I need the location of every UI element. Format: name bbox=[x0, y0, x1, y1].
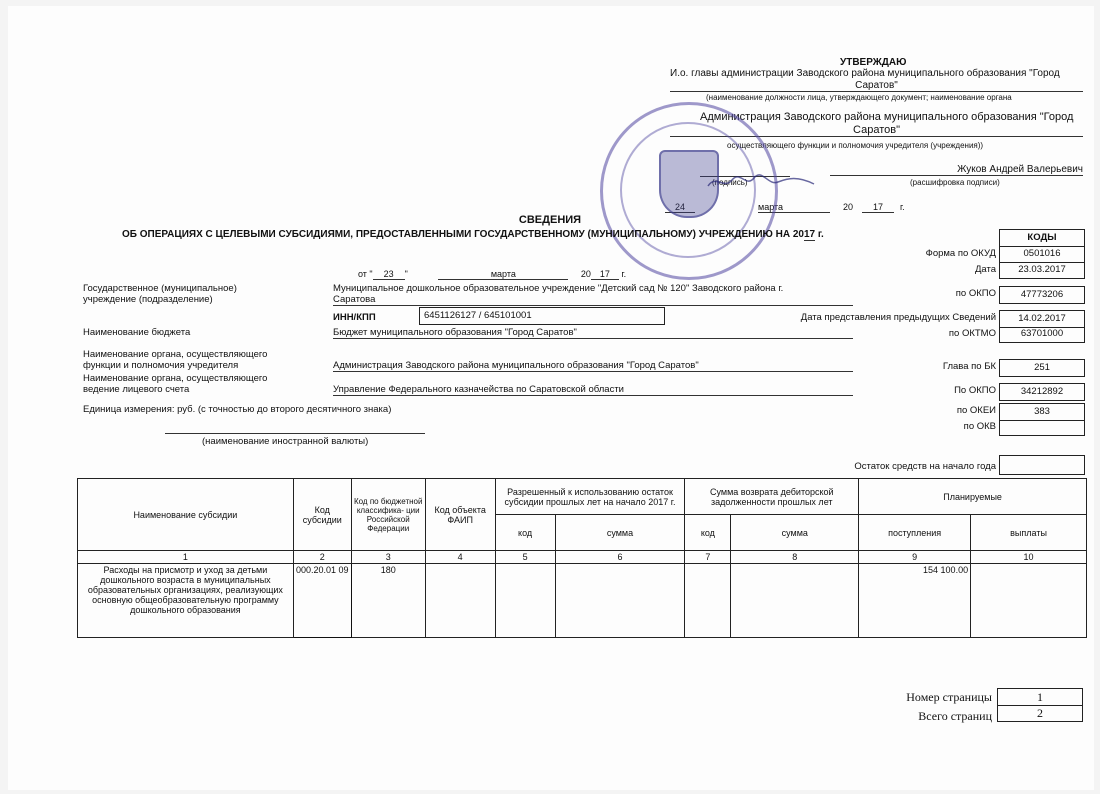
approve-title: УТВЕРЖДАЮ bbox=[840, 57, 907, 68]
cell-return-sum bbox=[731, 564, 859, 638]
balance-value bbox=[999, 455, 1085, 475]
inst-value-line1: Муниципальное дошкольное образовательное учреждение "Детский сад № 120" Заводского района г. bbox=[333, 283, 784, 294]
unit-label: Единица измерения: руб. (с точностью до второго десятичного знака) bbox=[83, 404, 392, 415]
inn-value: 6451126127 / 645101001 bbox=[419, 307, 665, 325]
account-label-line2: ведение лицевого счета bbox=[83, 384, 190, 395]
approve-position-caption: (наименование должности лица, утверждающего документ; наименование органа bbox=[706, 93, 1012, 102]
doc-date: от " 23 " марта 20 17 г. bbox=[358, 269, 627, 279]
column-number-6: 6 bbox=[555, 551, 685, 564]
code-label-4: по ОКТМО bbox=[948, 328, 996, 339]
header-bk-code: Код по бюджетной классифика- ции Российской Федерации bbox=[351, 479, 425, 551]
budget-label: Наименование бюджета bbox=[83, 327, 191, 338]
cell-subsidy-code: 000.20.01 09 bbox=[293, 564, 351, 638]
column-number-1: 1 bbox=[78, 551, 294, 564]
subsidies-table bbox=[77, 478, 1087, 638]
header-allowed-sum: сумма bbox=[555, 515, 685, 551]
approve-position-line1: И.о. главы администрации Заводского района муниципального образования "Город bbox=[670, 68, 1060, 79]
approve-org-caption: осуществляющего функции и полномочия учредителя (учреждения)) bbox=[727, 141, 984, 150]
inst-label-line2: учреждение (подразделение) bbox=[83, 294, 213, 305]
code-value-6: 34212892 bbox=[999, 383, 1085, 401]
inst-label-line1: Государственное (муниципальное) bbox=[83, 283, 237, 294]
approve-date-year: 17 bbox=[862, 202, 894, 213]
approve-date-year-prefix: 20 bbox=[843, 202, 854, 212]
cell-allowed-code bbox=[495, 564, 555, 638]
code-label-6: По ОКПО bbox=[954, 385, 996, 396]
header-subsidy-name: Наименование субсидии bbox=[78, 479, 294, 551]
code-label-5: Глава по БК bbox=[942, 361, 996, 372]
column-number-10: 10 bbox=[971, 551, 1087, 564]
code-label-7: по ОКЕИ bbox=[956, 405, 996, 416]
currency-caption: (наименование иностранной валюты) bbox=[202, 436, 369, 447]
founder-label-line2: функции и полномочия учредителя bbox=[83, 360, 239, 371]
code-value-1: 23.03.2017 bbox=[999, 262, 1085, 279]
code-value-3: 14.02.2017 bbox=[999, 310, 1085, 328]
column-number-8: 8 bbox=[731, 551, 859, 564]
cell-allowed-sum bbox=[555, 564, 685, 638]
header-income: поступления bbox=[859, 515, 971, 551]
code-value-7: 383 bbox=[999, 403, 1085, 421]
approve-org-line1: Администрация Заводского района муниципального образования "Город bbox=[700, 111, 1074, 123]
codes-header: КОДЫ bbox=[999, 229, 1085, 247]
code-value-8 bbox=[999, 419, 1085, 436]
column-number-4: 4 bbox=[425, 551, 495, 564]
account-label-line1: Наименование органа, осуществляющего bbox=[83, 373, 268, 384]
code-value-4: 63701000 bbox=[999, 326, 1085, 343]
founder-value: Администрация Заводского района муниципального образования "Город Саратов" bbox=[333, 360, 853, 372]
code-label-2: по ОКПО bbox=[955, 288, 996, 299]
currency-line bbox=[165, 425, 425, 434]
column-number-7: 7 bbox=[685, 551, 731, 564]
account-value: Управление Федерального казначейства по Саратовской области bbox=[333, 384, 853, 396]
approve-org-line2: Саратов" bbox=[670, 124, 1083, 137]
header-debt-return: Сумма возврата дебиторской задолженности прошлых лет bbox=[685, 479, 859, 515]
decode-caption: (расшифровка подписи) bbox=[910, 178, 1000, 187]
doc-subtitle: ОБ ОПЕРАЦИЯХ С ЦЕЛЕВЫМИ СУБСИДИЯМИ, ПРЕДОСТАВЛЕННЫМИ ГОСУДАРСТВЕННОМУ (МУНИЦИПАЛЬНОМУ) УЧРЕЖДЕНИЮ НА 2017 г. bbox=[122, 229, 824, 240]
budget-value: Бюджет муниципального образования "Город Саратов" bbox=[333, 327, 853, 339]
cell-payments bbox=[971, 564, 1087, 638]
doc-title: СВЕДЕНИЯ bbox=[518, 214, 582, 226]
header-return-code: код bbox=[685, 515, 731, 551]
sign-caption: (подпись) bbox=[712, 178, 748, 187]
header-allowed-balance: Разрешенный к использованию остаток субсидии прошлых лет на начало 2017 г. bbox=[495, 479, 685, 515]
inn-label: ИНН/КПП bbox=[333, 312, 376, 323]
approve-date-day: 24 bbox=[665, 202, 695, 213]
founder-label-line1: Наименование органа, осуществляющего bbox=[83, 349, 268, 360]
inst-value-line2: Саратова bbox=[333, 294, 853, 306]
code-label-1: Дата bbox=[974, 264, 996, 275]
cell-faip-code bbox=[425, 564, 495, 638]
code-value-0: 0501016 bbox=[999, 246, 1085, 263]
code-label-0: Форма по ОКУД bbox=[925, 248, 996, 259]
cell-subsidy-name: Расходы на присмотр и уход за детьми дошкольного возраста в муниципальных образовательных организациях, реализующих основную общеобразовательную программу дошкольного образования bbox=[78, 564, 294, 638]
approve-date-suffix: г. bbox=[900, 202, 905, 212]
header-payments: выплаты bbox=[971, 515, 1087, 551]
header-subsidy-code: Код субсидии bbox=[293, 479, 351, 551]
code-label-3: Дата представления предыдущих Сведений bbox=[800, 312, 996, 323]
code-label-8: по ОКВ bbox=[963, 421, 996, 432]
total-pages-label: Всего страниц bbox=[918, 709, 992, 723]
cell-bk-code: 180 bbox=[351, 564, 425, 638]
approve-signer: Жуков Андрей Валерьевич bbox=[830, 164, 1083, 176]
page-number-label: Номер страницы bbox=[906, 690, 992, 704]
column-number-row bbox=[78, 551, 1087, 564]
page-number-value: 1 bbox=[997, 688, 1083, 706]
header-allowed-code: код bbox=[495, 515, 555, 551]
approve-position-line2: Саратов" bbox=[670, 80, 1083, 92]
handwritten-signature bbox=[706, 172, 816, 192]
column-number-5: 5 bbox=[495, 551, 555, 564]
approve-date-month: марта bbox=[758, 202, 830, 213]
table-row bbox=[78, 564, 1087, 638]
cell-return-code bbox=[685, 564, 731, 638]
header-faip-code: Код объекта ФАИП bbox=[425, 479, 495, 551]
total-pages-value: 2 bbox=[997, 705, 1083, 722]
cell-income: 154 100.00 bbox=[859, 564, 971, 638]
code-value-5: 251 bbox=[999, 359, 1085, 377]
balance-label: Остаток средств на начало года bbox=[854, 461, 996, 472]
column-number-2: 2 bbox=[293, 551, 351, 564]
header-planned: Планируемые bbox=[859, 479, 1087, 515]
code-value-2: 47773206 bbox=[999, 286, 1085, 304]
header-return-sum: сумма bbox=[731, 515, 859, 551]
column-number-3: 3 bbox=[351, 551, 425, 564]
column-number-9: 9 bbox=[859, 551, 971, 564]
